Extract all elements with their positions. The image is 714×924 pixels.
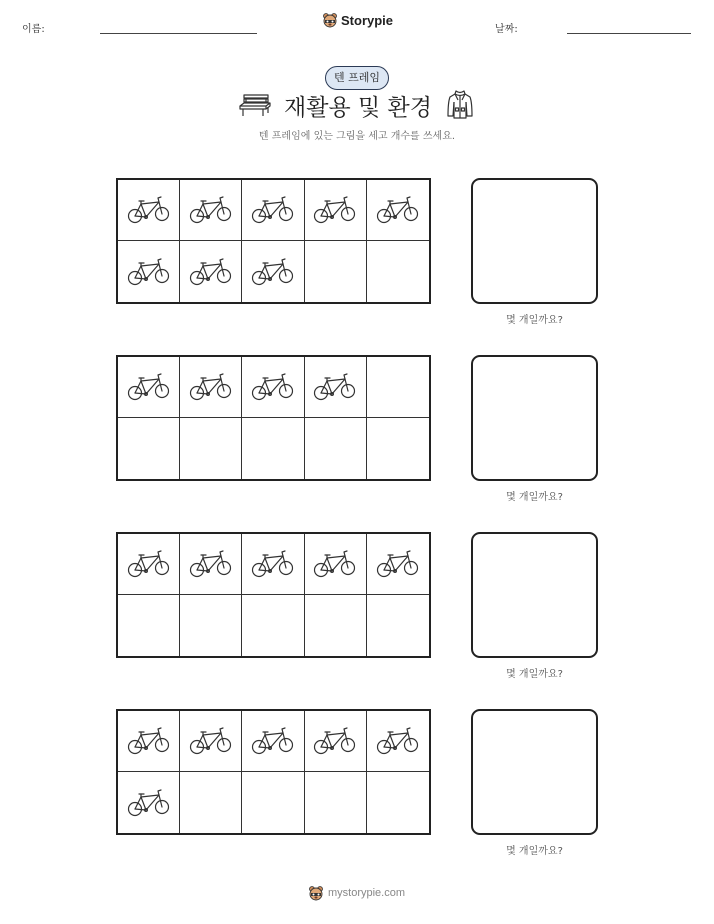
bicycle-icon bbox=[313, 726, 357, 756]
footer bbox=[308, 885, 405, 901]
date-label: 날짜: bbox=[495, 24, 518, 35]
ten-frame-cell bbox=[242, 711, 304, 772]
bicycle-icon bbox=[189, 726, 233, 756]
bicycle-icon bbox=[251, 195, 295, 225]
ten-frame-cell bbox=[305, 534, 367, 595]
ten-frame-cell bbox=[118, 180, 180, 241]
bicycle-icon bbox=[127, 726, 171, 756]
ten-frame bbox=[116, 532, 431, 658]
ten-frame-cell bbox=[305, 418, 367, 479]
ten-frame-cell bbox=[305, 241, 367, 302]
ten-frame-cell bbox=[180, 418, 242, 479]
ten-frame-cell bbox=[367, 241, 429, 302]
answer-box[interactable] bbox=[471, 355, 598, 481]
ten-frame-cell bbox=[242, 418, 304, 479]
ten-frame-cell bbox=[180, 711, 242, 772]
bicycle-icon bbox=[313, 195, 357, 225]
footer-url: mystorypie.com bbox=[328, 887, 406, 899]
count-question: 몇 개일까요? bbox=[506, 315, 563, 326]
count-question: 몇 개일까요? bbox=[506, 669, 563, 680]
bicycle-icon bbox=[313, 372, 357, 402]
ten-frame-cell bbox=[367, 534, 429, 595]
answer-box[interactable] bbox=[471, 709, 598, 835]
bicycle-icon bbox=[251, 257, 295, 287]
ten-frame-cell bbox=[180, 180, 242, 241]
count-question: 몇 개일까요? bbox=[506, 846, 563, 857]
ten-frame-cell bbox=[305, 180, 367, 241]
ten-frame-cell bbox=[242, 595, 304, 656]
ten-frame-cell bbox=[242, 772, 304, 833]
bicycle-icon bbox=[127, 788, 171, 818]
bicycle-icon bbox=[376, 549, 420, 579]
ten-frame-cell bbox=[118, 357, 180, 418]
ten-frame-cell bbox=[367, 595, 429, 656]
ten-frame-cell bbox=[180, 357, 242, 418]
ten-frame-cell bbox=[367, 418, 429, 479]
bicycle-icon bbox=[189, 549, 233, 579]
ten-frame-cell bbox=[118, 241, 180, 302]
answer-box[interactable] bbox=[471, 532, 598, 658]
ten-frame-cell bbox=[180, 595, 242, 656]
bicycle-icon bbox=[127, 372, 171, 402]
ten-frame bbox=[116, 355, 431, 481]
ten-frame-cell bbox=[180, 534, 242, 595]
bicycle-icon bbox=[313, 549, 357, 579]
bench-icon bbox=[238, 92, 272, 118]
bicycle-icon bbox=[189, 257, 233, 287]
ten-frame-cell bbox=[367, 711, 429, 772]
count-question: 몇 개일까요? bbox=[506, 492, 563, 503]
ten-frame-cell bbox=[118, 772, 180, 833]
ten-frame-cell bbox=[367, 180, 429, 241]
worksheet-title: 재활용 및 환경 bbox=[284, 95, 432, 121]
ten-frame-cell bbox=[305, 772, 367, 833]
ten-frame-cell bbox=[180, 772, 242, 833]
bicycle-icon bbox=[189, 372, 233, 402]
bicycle-icon bbox=[251, 726, 295, 756]
bear-logo-icon bbox=[322, 12, 338, 28]
ten-frame-cell bbox=[242, 241, 304, 302]
bicycle-icon bbox=[127, 549, 171, 579]
storypie-logo bbox=[322, 12, 393, 28]
ten-frame-cell bbox=[367, 772, 429, 833]
ten-frame-cell bbox=[118, 534, 180, 595]
ten-frame-cell bbox=[118, 595, 180, 656]
ten-frame bbox=[116, 709, 431, 835]
ten-frame-cell bbox=[305, 595, 367, 656]
ten-frame-cell bbox=[305, 711, 367, 772]
answer-box[interactable] bbox=[471, 178, 598, 304]
bicycle-icon bbox=[127, 195, 171, 225]
brand-name: Storypie bbox=[341, 12, 394, 28]
jacket-icon bbox=[444, 88, 476, 120]
ten-frame-cell bbox=[118, 711, 180, 772]
bicycle-icon bbox=[376, 195, 420, 225]
ten-frame-cell bbox=[242, 357, 304, 418]
ten-frame-cell bbox=[242, 534, 304, 595]
ten-frame-cell bbox=[367, 357, 429, 418]
name-line bbox=[100, 33, 257, 34]
ten-frame-cell bbox=[305, 357, 367, 418]
bicycle-icon bbox=[251, 372, 295, 402]
bear-logo-icon bbox=[308, 885, 324, 901]
bicycle-icon bbox=[189, 195, 233, 225]
ten-frame-cell bbox=[118, 418, 180, 479]
bicycle-icon bbox=[251, 549, 295, 579]
ten-frame bbox=[116, 178, 431, 304]
ten-frame-cell bbox=[180, 241, 242, 302]
name-label: 이름: bbox=[22, 24, 45, 35]
instructions: 텐 프레임에 있는 그림을 세고 개수를 쓰세요. bbox=[258, 131, 456, 142]
ten-frame-tag: 텐 프레임 bbox=[325, 66, 389, 90]
date-line bbox=[567, 33, 691, 34]
ten-frame-cell bbox=[242, 180, 304, 241]
bicycle-icon bbox=[376, 726, 420, 756]
bicycle-icon bbox=[127, 257, 171, 287]
